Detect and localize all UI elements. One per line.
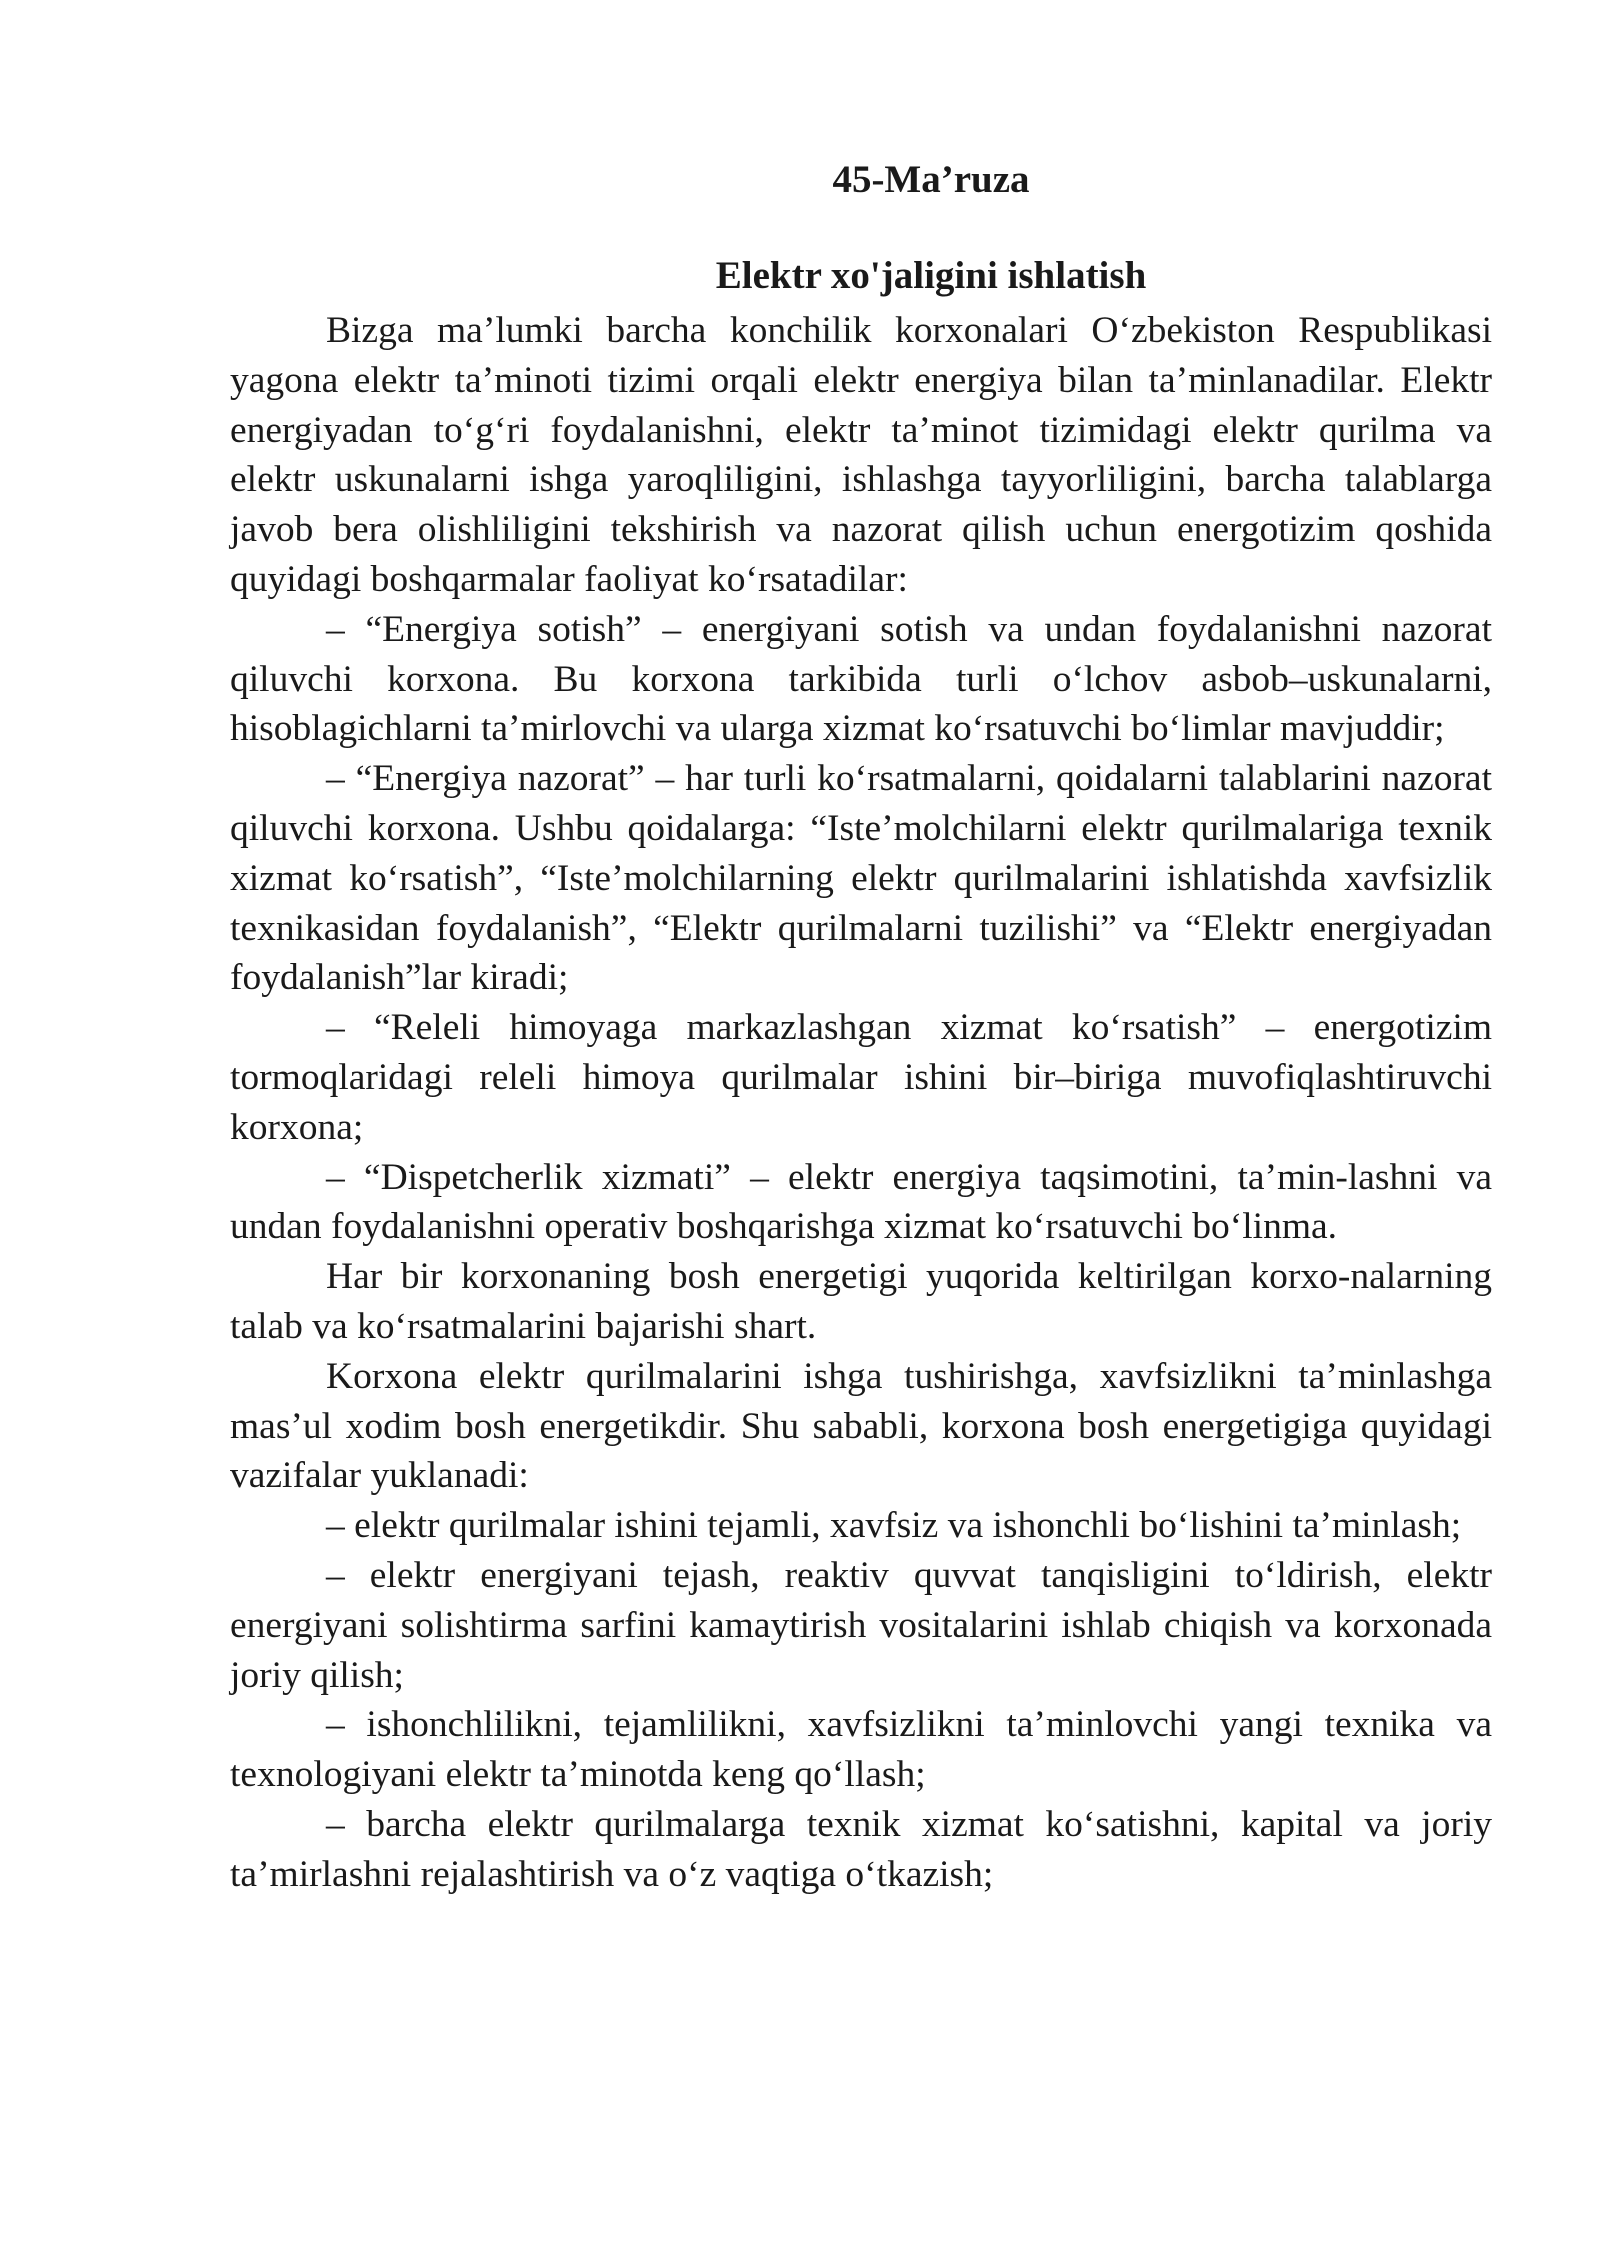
list-item-energy-control: – “Energiya nazorat” – har turli ko‘rsatmalarni, qoidalarni talablarini nazorat qiluvchi korxona. Ushbu qoidalarga: “Iste’molchilarni elektr qurilmalariga texnik xizmat ko‘rsatish”, “Iste’molchilarning elektr qurilmalarini ishlatishda xavfsizlik texnikasidan foydalanish”, “Elektr qurilmalarni tuzilishi” va “Elektr energiyadan foydalanish”lar kiradi; [230, 758, 1492, 999]
list-item-task-reliability: – elektr qurilmalar ishini tejamli, xavfsiz va ishonchli bo‘lishini ta’minlash; [326, 1505, 1462, 1547]
paragraph-chief-energy-duty: Har bir korxonaning bosh energetigi yuqorida keltirilgan korxo-nalarning talab va ko‘rsatmalarini bajarishi shart. [230, 1256, 1492, 1347]
list-item-task-energy-saving: – elektr energiyani tejash, reaktiv quvvat tanqisligini to‘ldirish, elektr energiyani solishtirma sarfini kamaytirish vositalarini ishlab chiqish va korxonada joriy qilish; [230, 1554, 1492, 1696]
document-title: Elektr xo'jaligini ishlatish [715, 254, 1147, 297]
list-item-relay-protection: – “Releli himoyaga markazlashgan xizmat ko‘rsatish” – energotizim tormoqlaridagi releli himoya qurilmalar ishini bir–biriga muvofiqlashtiruvchi korxona; [230, 1007, 1492, 1148]
lecture-number: 45-Ma’ruza [832, 158, 1030, 201]
list-item-task-maintenance: – barcha elektr qurilmalarga texnik xizmat ko‘satishni, kapital va joriy ta’mirlashni rejalashtirish va o‘z vaqtiga o‘tkazish; [230, 1803, 1492, 1895]
list-item-task-new-technology: – ishonchlilikni, tejamlilikni, xavfsizlikni ta’minlovchi yangi texnika va texnologiyani elektr ta’minotda keng qo‘llash; [230, 1704, 1492, 1796]
list-item-energy-sales: – “Energiya sotish” – energiyani sotish va undan foydalanishni nazorat qiluvchi korxona. Bu korxona tarkibida turli o‘lchov asbob–uskunalarni, hisoblagichlarni ta’mirlovchi va ularga xizmat ko‘rsatuvchi bo‘limlar mavjuddir; [230, 608, 1492, 750]
paragraph-intro: Bizga ma’lumki barcha konchilik korxonalari O‘zbekiston Respublikasi yagona elektr ta’minoti tizimi orqali elektr energiya bilan ta’minlanadilar. Elektr energiyadan to‘g‘ri foydalanishni, elektr ta’minot tizimidagi elektr qurilma va elektr uskunalarni ishga yaroqliligini, ishlashga tayyorliligini, barcha talablarga javob bera olishliligini tekshirish va nazorat qilish uchun energotizim qoshida quyidagi boshqarmalar faoliyat ko‘rsatadilar: [230, 310, 1492, 600]
document-page [230, 150, 1492, 1900]
list-item-dispatch-service: – “Dispetcherlik xizmati” – elektr energiya taqsimotini, ta’min-lashni va undan foydalanishni operativ boshqarishga xizmat ko‘rsatuvchi bo‘linma. [230, 1156, 1492, 1248]
paragraph-responsible-staff: Korxona elektr qurilmalarini ishga tushirishga, xavfsizlikni ta’minlashga mas’ul xodim bosh energetikdir. Shu sababli, korxona bosh energetigiga quyidagi vazifalar yuklanadi: [230, 1355, 1492, 1497]
